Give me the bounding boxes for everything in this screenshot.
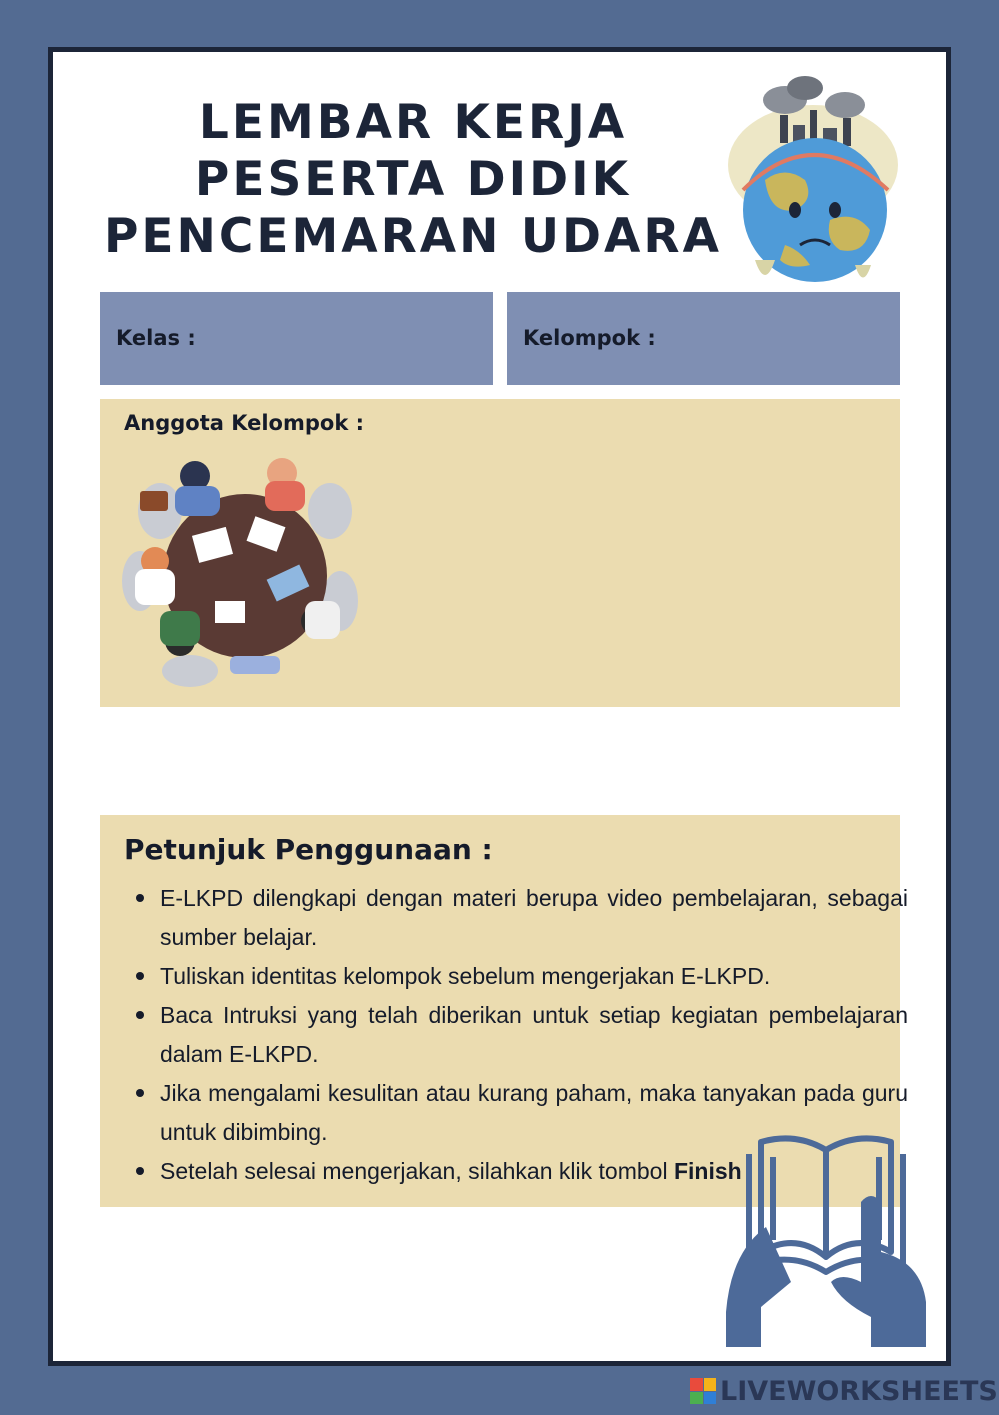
kelompok-label: Kelompok :: [523, 326, 656, 350]
kelas-label: Kelas :: [116, 326, 196, 350]
title-line-3: PENCEMARAN UDARA: [103, 209, 722, 264]
group-members-panel[interactable]: [100, 399, 900, 707]
guide-item-4: Jika mengalami kesulitan atau kurang paham, maka tanyakan pada guru untuk dibimbing.: [160, 1074, 908, 1152]
guide-item-2: Tuliskan identitas kelompok sebelum mengerjakan E-LKPD.: [160, 957, 908, 996]
title-line-1: LEMBAR KERJA: [198, 95, 628, 150]
kelompok-field[interactable]: [507, 292, 900, 385]
title-line-2: PESERTA DIDIK: [194, 152, 632, 207]
worksheet-page: [48, 47, 951, 1366]
polluted-earth-illustration: [725, 70, 900, 295]
usage-guide-heading: Petunjuk Penggunaan :: [124, 833, 493, 866]
group-meeting-illustration: [120, 451, 365, 691]
worksheet-title: [103, 94, 723, 265]
group-members-label: Anggota Kelompok :: [124, 411, 365, 435]
guide-item-3: Baca Intruksi yang telah diberikan untuk setiap kegiatan pembelajaran dalam E-LKPD.: [160, 996, 908, 1074]
guide-item-1: E-LKPD dilengkapi dengan materi berupa video pembelajaran, sebagai sumber belajar.: [160, 879, 908, 957]
kelas-field[interactable]: [100, 292, 493, 385]
liveworksheets-brand[interactable]: [690, 1376, 998, 1406]
finish-keyword: Finish: [673, 1158, 742, 1184]
reading-book-icon: [721, 1132, 936, 1347]
liveworksheets-logo-icon: [690, 1378, 716, 1404]
brand-name: LIVEWORKSHEETS: [720, 1375, 998, 1407]
guide-item-5-text: Setelah selesai mengerjakan, silahkan klik tombol: [160, 1158, 674, 1184]
